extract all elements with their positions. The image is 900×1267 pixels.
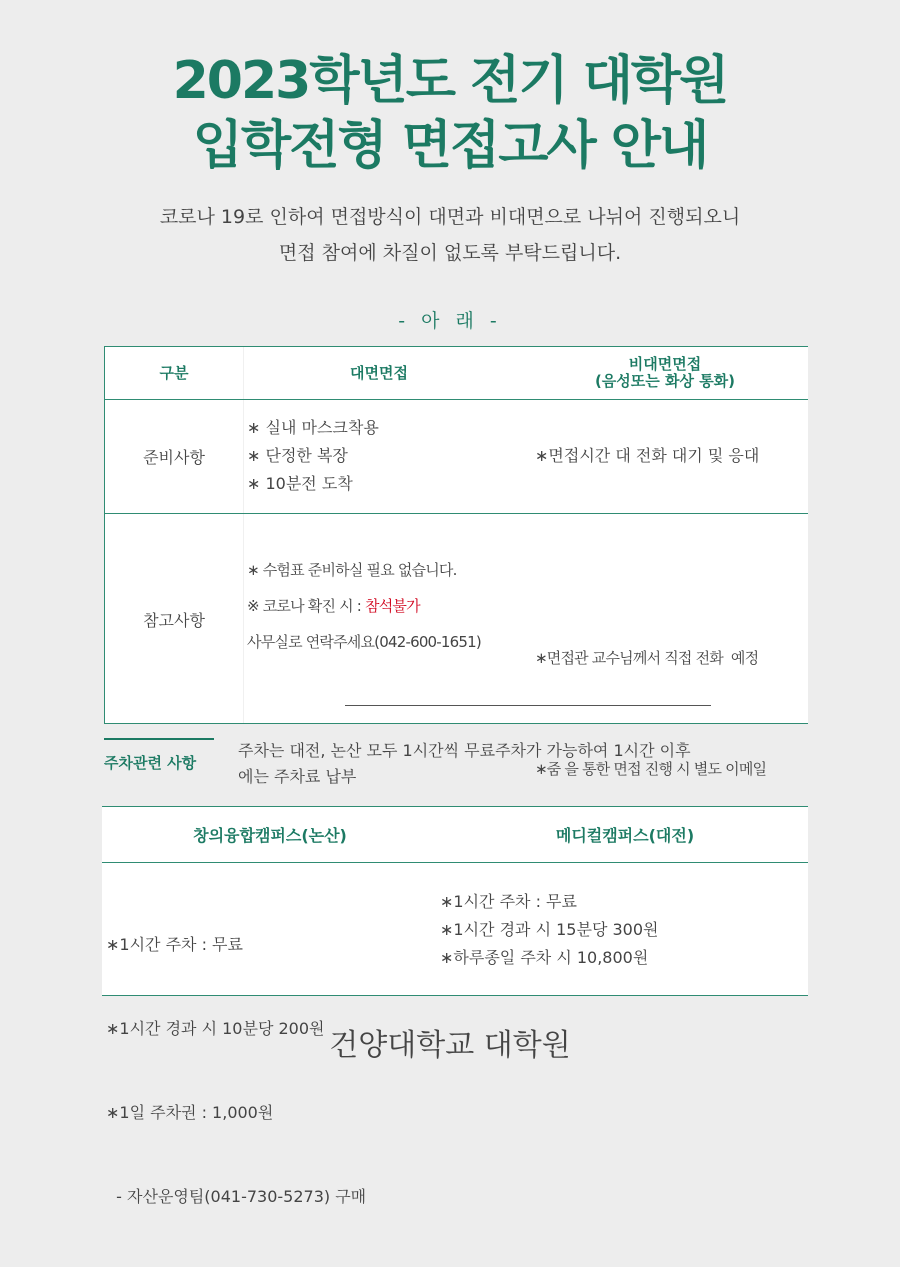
intro-text-line2: 면접 참여에 차질이 없도록 부탁드립니다. — [278, 242, 622, 264]
row-label-preparation: 준비사항 — [143, 447, 205, 467]
divider-line — [345, 705, 711, 706]
covid-notice-text: ※ 코로나 확진 시 : — [247, 597, 366, 615]
table-row-preparation — [105, 399, 808, 514]
below-label: - 아 래 - — [398, 310, 502, 332]
header-daejeon-campus: 메디컬캠퍼스(대전) — [555, 826, 695, 845]
table-header-row — [105, 347, 808, 400]
list-item: ∗ 실내 마스크착용 — [247, 418, 379, 437]
list-item: ∗ 수험표 준비하실 필요 없습니다. — [247, 561, 457, 579]
list-item: ∗면접관 교수님께서 직접 전화 예정 — [535, 649, 759, 667]
list-item: ∗1시간 주차 : 무료 — [440, 892, 577, 911]
intro-text-line1: 코로나 19로 인하여 면접방식이 대면과 비대면으로 나뉘어 진행되오니 — [159, 206, 741, 228]
preparation-remote: ∗면접시간 대 전화 대기 및 응대 — [535, 446, 760, 465]
list-item: ∗1시간 경과 시 15분당 300원 — [440, 920, 659, 939]
page-title-line2: 입학전형 면접고사 안내 — [192, 116, 708, 176]
attendance-not-allowed-text: 참석불가 — [365, 597, 420, 615]
list-item: ∗ 10분전 도착 — [247, 474, 353, 493]
footer-university-name: 건양대학교 대학원 — [329, 1028, 571, 1063]
parking-description-line2: 에는 주차료 납부 — [238, 767, 357, 786]
list-item: ∗1시간 주차 : 무료 — [106, 935, 243, 954]
list-item: - 자산운영팀(041-730-5273) 구매 — [106, 1187, 367, 1206]
header-nonsan-campus: 창의융합캠퍼스(논산) — [193, 826, 347, 845]
row-label-reference: 참고사항 — [143, 610, 205, 630]
reference-in-person — [247, 552, 481, 660]
header-remote-line2: (음성또는 화상 통화) — [594, 372, 736, 390]
preparation-in-person — [247, 414, 379, 498]
daejeon-parking-list — [440, 888, 658, 972]
list-item: ∗ 단정한 복장 — [247, 446, 348, 465]
parking-header-row — [102, 807, 808, 863]
header-category: 구분 — [159, 363, 189, 382]
parking-description — [238, 738, 778, 790]
parking-section-title: 주차관련 사항 — [104, 738, 214, 773]
list-item: 사무실로 연락주세요(042-600-1651) — [247, 633, 481, 651]
list-item: ∗하루종일 주차 시 10,800원 — [440, 948, 649, 967]
list-item: ∗줌 을 통한 면접 진행 시 별도 이메일 — [535, 760, 767, 778]
page-title-line1: 2023학년도 전기 대학원 — [172, 51, 728, 111]
list-item: ∗1시간 경과 시 10분당 200원 — [106, 1019, 325, 1038]
parking-description-line1: 주차는 대전, 논산 모두 1시간씩 무료주차가 가능하여 1시간 이후 — [238, 741, 691, 760]
header-remote-line1: 비대면면접 — [628, 355, 702, 373]
list-item — [247, 588, 481, 624]
list-item: ∗1일 주차권 : 1,000원 — [106, 1103, 274, 1122]
nonsan-parking-list — [106, 875, 366, 1267]
header-in-person: 대면면접 — [350, 363, 408, 382]
header-remote — [525, 347, 805, 399]
